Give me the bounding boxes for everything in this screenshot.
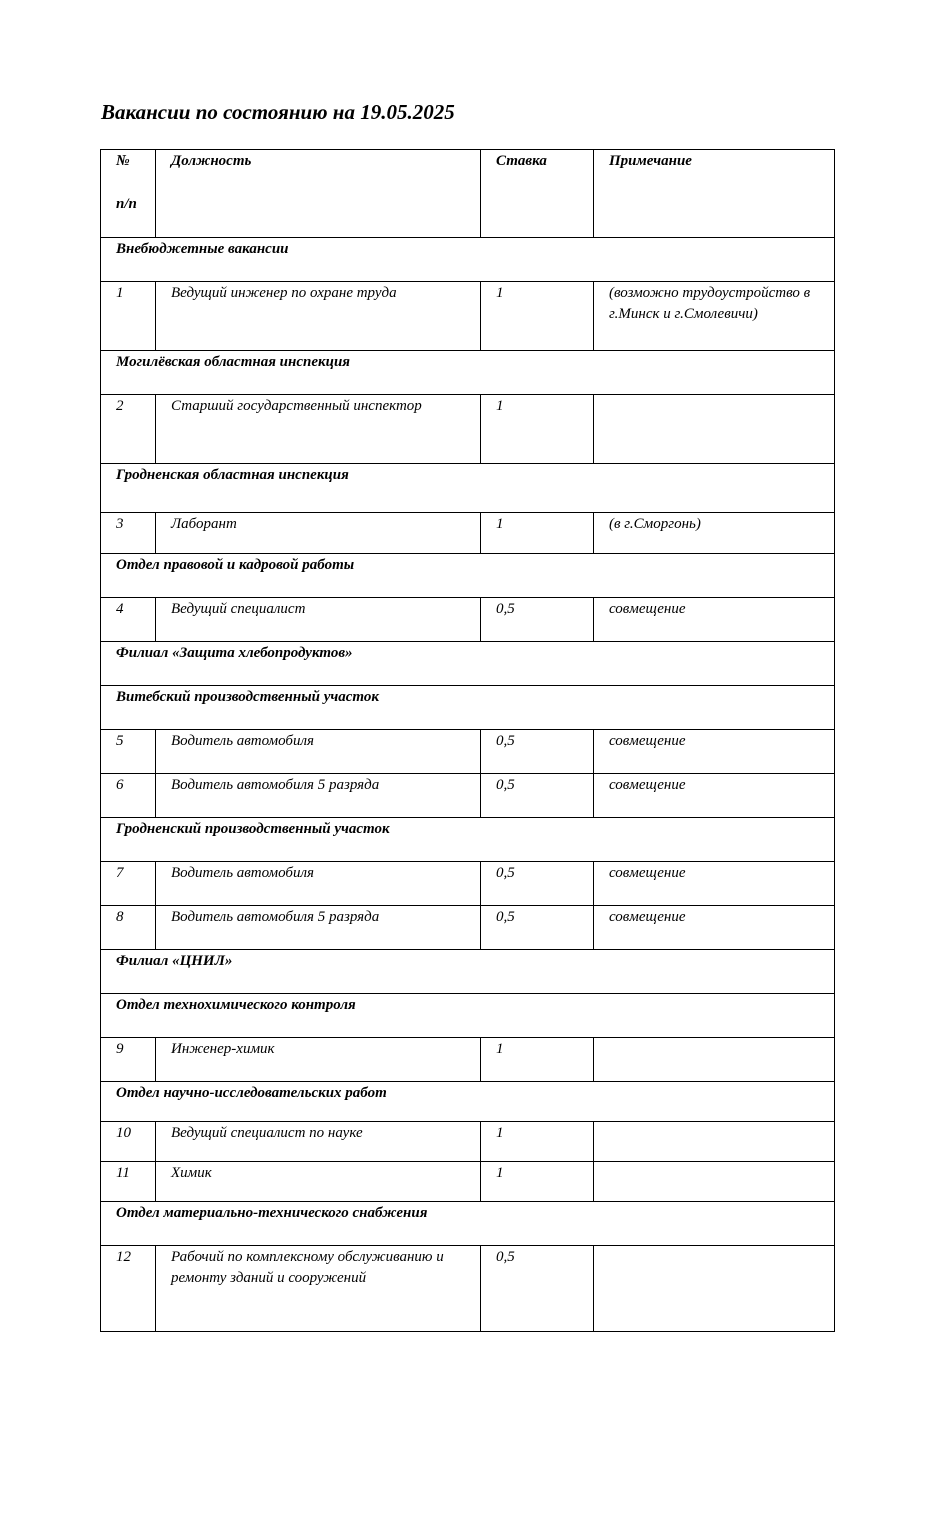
header-number bbox=[101, 150, 156, 238]
row-rate: 1 bbox=[481, 1038, 594, 1082]
row-rate: 1 bbox=[481, 513, 594, 554]
row-position: Инженер-химик bbox=[156, 1038, 481, 1082]
row-rate: 1 bbox=[481, 1122, 594, 1162]
section-title: Витебский производственный участок bbox=[101, 686, 835, 730]
row-position: Химик bbox=[156, 1162, 481, 1202]
table-row bbox=[101, 1038, 835, 1082]
section-title: Филиал «Защита хлебопродуктов» bbox=[101, 642, 835, 686]
section-row bbox=[101, 1082, 835, 1122]
row-position: Водитель автомобиля bbox=[156, 730, 481, 774]
vacancies-table bbox=[100, 149, 835, 1332]
row-number: 10 bbox=[101, 1122, 156, 1162]
table-row bbox=[101, 282, 835, 351]
page-title: Вакансии по состоянию на 19.05.2025 bbox=[101, 100, 455, 124]
section-title: Отдел правовой и кадровой работы bbox=[101, 554, 835, 598]
row-position: Ведущий инженер по охране труда bbox=[156, 282, 481, 351]
row-note: совмещение bbox=[594, 598, 835, 642]
row-number: 12 bbox=[101, 1246, 156, 1332]
section-row bbox=[101, 686, 835, 730]
row-number: 8 bbox=[101, 906, 156, 950]
row-number: 9 bbox=[101, 1038, 156, 1082]
table-row bbox=[101, 774, 835, 818]
row-number: 5 bbox=[101, 730, 156, 774]
table-header-row bbox=[101, 150, 835, 238]
section-row bbox=[101, 351, 835, 395]
row-note: совмещение bbox=[594, 906, 835, 950]
table-row bbox=[101, 862, 835, 906]
row-rate: 1 bbox=[481, 395, 594, 464]
section-row bbox=[101, 554, 835, 598]
row-note bbox=[594, 1162, 835, 1202]
header-number-line2: п/п bbox=[116, 196, 137, 212]
header-rate: Ставка bbox=[481, 150, 594, 238]
table-row bbox=[101, 513, 835, 554]
row-rate: 0,5 bbox=[481, 862, 594, 906]
table-row bbox=[101, 1122, 835, 1162]
row-rate: 0,5 bbox=[481, 598, 594, 642]
table-row bbox=[101, 598, 835, 642]
row-number: 1 bbox=[101, 282, 156, 351]
row-rate: 0,5 bbox=[481, 906, 594, 950]
section-title: Отдел материально-технического снабжения bbox=[101, 1202, 835, 1246]
section-row bbox=[101, 1202, 835, 1246]
section-row bbox=[101, 464, 835, 513]
row-position: Ведущий специалист bbox=[156, 598, 481, 642]
section-title: Гродненский производственный участок bbox=[101, 818, 835, 862]
header-position: Должность bbox=[156, 150, 481, 238]
table-row bbox=[101, 1246, 835, 1332]
row-note bbox=[594, 1122, 835, 1162]
row-number: 3 bbox=[101, 513, 156, 554]
row-number: 11 bbox=[101, 1162, 156, 1202]
row-position: Рабочий по комплексному обслуживанию и ремонту зданий и сооружений bbox=[156, 1246, 481, 1332]
row-rate: 1 bbox=[481, 282, 594, 351]
row-number: 2 bbox=[101, 395, 156, 464]
row-rate: 0,5 bbox=[481, 774, 594, 818]
header-note: Примечание bbox=[594, 150, 835, 238]
section-row bbox=[101, 238, 835, 282]
row-note: совмещение bbox=[594, 730, 835, 774]
row-note: совмещение bbox=[594, 862, 835, 906]
row-note: (возможно трудоустройство в г.Минск и г.Смолевичи) bbox=[594, 282, 835, 351]
table-row bbox=[101, 906, 835, 950]
header-number-line1: № bbox=[116, 153, 130, 169]
row-number: 6 bbox=[101, 774, 156, 818]
row-position: Ведущий специалист по науке bbox=[156, 1122, 481, 1162]
row-position: Водитель автомобиля 5 разряда bbox=[156, 906, 481, 950]
section-title: Филиал «ЦНИЛ» bbox=[101, 950, 835, 994]
row-position: Старший государственный инспектор bbox=[156, 395, 481, 464]
table-row bbox=[101, 395, 835, 464]
section-row bbox=[101, 818, 835, 862]
section-row bbox=[101, 950, 835, 994]
section-row bbox=[101, 994, 835, 1038]
section-title: Отдел научно-исследовательских работ bbox=[101, 1082, 835, 1122]
row-position: Лаборант bbox=[156, 513, 481, 554]
row-rate: 0,5 bbox=[481, 1246, 594, 1332]
section-title: Могилёвская областная инспекция bbox=[101, 351, 835, 395]
row-rate: 1 bbox=[481, 1162, 594, 1202]
table-row bbox=[101, 1162, 835, 1202]
row-number: 7 bbox=[101, 862, 156, 906]
section-title: Отдел технохимического контроля bbox=[101, 994, 835, 1038]
row-position: Водитель автомобиля bbox=[156, 862, 481, 906]
section-title: Внебюджетные вакансии bbox=[101, 238, 835, 282]
row-rate: 0,5 bbox=[481, 730, 594, 774]
row-position: Водитель автомобиля 5 разряда bbox=[156, 774, 481, 818]
section-title: Гродненская областная инспекция bbox=[101, 464, 835, 513]
table-row bbox=[101, 730, 835, 774]
row-note bbox=[594, 1246, 835, 1332]
row-note: (в г.Сморгонь) bbox=[594, 513, 835, 554]
row-note bbox=[594, 395, 835, 464]
row-note: совмещение bbox=[594, 774, 835, 818]
row-number: 4 bbox=[101, 598, 156, 642]
section-row bbox=[101, 642, 835, 686]
row-note bbox=[594, 1038, 835, 1082]
